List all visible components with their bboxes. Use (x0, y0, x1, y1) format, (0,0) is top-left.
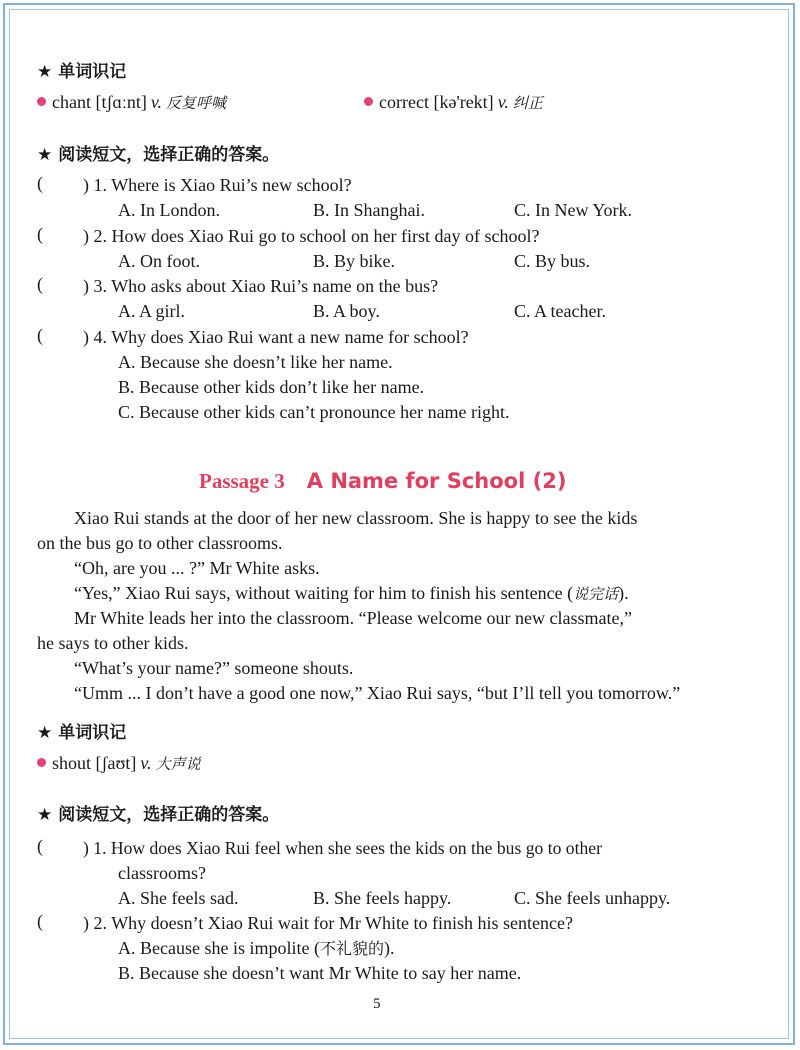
question-text: ) 2. How does Xiao Rui go to school on her first day of school? (83, 226, 540, 246)
passage-line-1: Xiao Rui stands at the door of her new classroom. She is happy to see the kids (74, 508, 638, 528)
option-c: C. By bus. (514, 251, 591, 271)
page-number: 5 (373, 996, 381, 1012)
answer-blank-open[interactable]: ( (37, 836, 43, 856)
option-c: C. In New York. (514, 200, 633, 220)
option-c: C. She feels unhappy. (514, 888, 671, 908)
option-b: B. A boy. (313, 301, 380, 321)
passage-line-5: Mr White leads her into the classroom. “Please welcome our new classmate,” (74, 608, 632, 628)
bullet-dot-icon (364, 97, 373, 106)
gloss-sentence: 说完话 (573, 585, 619, 603)
question-text-cont: classrooms? (118, 863, 206, 883)
option-b: B. By bike. (313, 251, 396, 271)
option-a: A. Because she is impolite (不礼貌的). (118, 938, 395, 958)
passage-title: Passage 3 A Name for School (2) (199, 469, 567, 493)
passage-line-8: “Umm ... I don’t have a good one now,” Xiao Rui says, “but I’ll tell you tomorrow.” (74, 683, 681, 703)
option-b: B. Because other kids don’t like her name. (118, 377, 425, 397)
passage-line-3: “Oh, are you ... ?” Mr White asks. (74, 558, 320, 578)
star-icon: ★ (37, 805, 53, 825)
bullet-dot-icon (37, 97, 46, 106)
star-icon: ★ (37, 723, 53, 743)
vocab-heading-1: ★ 单词识记 (37, 62, 127, 82)
answer-blank-open[interactable]: ( (37, 274, 43, 294)
question-text: ) 3. Who asks about Xiao Rui’s name on the bus? (83, 276, 439, 296)
question-text: ) 1. Where is Xiao Rui’s new school? (83, 175, 352, 195)
option-a: A. A girl. (118, 301, 186, 321)
passage-line-4: “Yes,” Xiao Rui says, without waiting for him to finish his sentence (说完话). (74, 583, 629, 603)
option-c: C. A teacher. (514, 301, 606, 321)
reading-heading-2: ★ 阅读短文，选择正确的答案。 (37, 805, 280, 825)
passage-line-2: on the bus go to other classrooms. (37, 533, 283, 553)
option-a: A. She feels sad. (118, 888, 239, 908)
reading-heading-1: ★ 阅读短文，选择正确的答案。 (37, 145, 280, 165)
star-icon: ★ (37, 62, 53, 82)
passage-line-6: he says to other kids. (37, 633, 189, 653)
answer-blank-open[interactable]: ( (37, 224, 43, 244)
question-text: ) 2. Why doesn’t Xiao Rui wait for Mr White to finish his sentence? (83, 913, 573, 933)
question-text: ) 1. How does Xiao Rui feel when she sees the kids on the bus go to other (83, 838, 602, 858)
answer-blank-open[interactable]: ( (37, 325, 43, 345)
option-a: A. In London. (118, 200, 220, 220)
option-b: B. Because she doesn’t want Mr White to say her name. (118, 963, 522, 983)
vocab-item-correct: correct [kə'rekt] v. 纠正 (364, 92, 543, 113)
option-c: C. Because other kids can’t pronounce her name right. (118, 402, 510, 422)
passage-line-7: “What’s your name?” someone shouts. (74, 658, 354, 678)
option-b: B. She feels happy. (313, 888, 452, 908)
option-a: A. Because she doesn’t like her name. (118, 352, 393, 372)
vocab-item-shout: shout [ʃaʊt] v. 大声说 (37, 753, 201, 774)
vocab-heading-2: ★ 单词识记 (37, 723, 127, 743)
answer-blank-open[interactable]: ( (37, 911, 43, 931)
bullet-dot-icon (37, 758, 46, 767)
star-icon: ★ (37, 145, 53, 165)
question-text: ) 4. Why does Xiao Rui want a new name for school? (83, 327, 469, 347)
answer-blank-open[interactable]: ( (37, 173, 43, 193)
option-b: B. In Shanghai. (313, 200, 425, 220)
vocab-item-chant: chant [tʃɑːnt] v. 反复呼喊 (37, 92, 226, 113)
option-a: A. On foot. (118, 251, 200, 271)
